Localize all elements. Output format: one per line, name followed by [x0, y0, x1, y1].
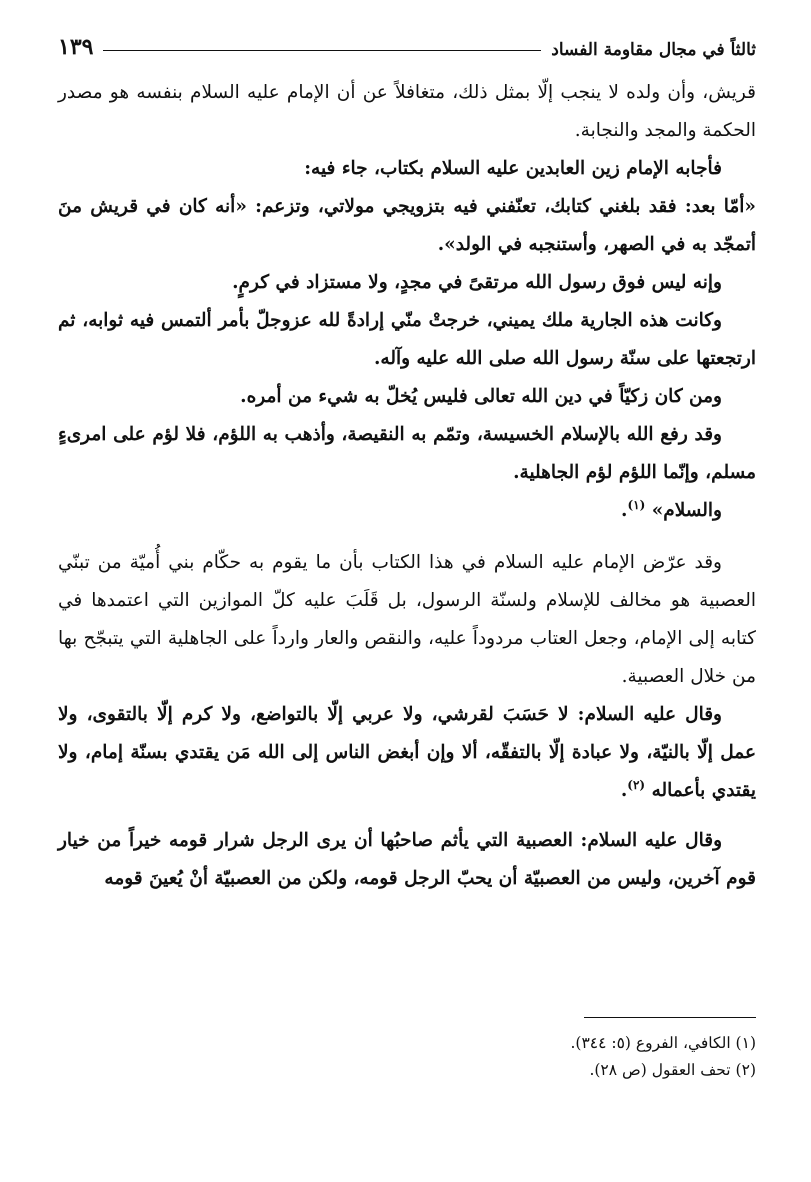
- footnote: (٢) تحف العقول (ص ٢٨).: [589, 1061, 756, 1079]
- letter-quote: ومن كان زكيّاً في دين الله تعالى فليس يُخلّ به شيء من أمره.: [240, 386, 722, 407]
- hadith-text: وقال عليه السلام: لا حَسَبَ لقرشي، ولا عربي إلّا بالتواضع، ولا كرم إلّا بالتقوى، ولا عمل إلّا بالنيّة، ولا عبادة إلّا بالتفقّه، ألا وإن أبغض الناس إلى الله مَن يقتدي بسنّة إمام، ولا يقتدي بأعماله: [58, 704, 756, 801]
- paragraph: وقد عرّض الإمام عليه السلام في هذا الكتاب بأن ما يقوم به حكّام بني أُميّة من تبنّي العصبية هو مخالف للإسلام ولسنّة الرسول، بل قَلَبَ عليه كلّ الموازين التي اعتمدها في كتابه إلى الإمام، وجعل العتاب مردوداً عليه، والنقص والعار وارداً على الجاهلية التي يتبجّح بها من خلال العصبية.: [58, 552, 756, 687]
- letter-quote: وإنه ليس فوق رسول الله مرتقىً في مجدٍ، ولا مستزاد في كرمٍ.: [232, 272, 722, 293]
- footnote-mark: (٢): [627, 777, 646, 792]
- page-number: ١٣٩: [58, 34, 94, 60]
- running-title: ثالثاً في مجال مقاومة الفساد: [551, 40, 756, 60]
- letter-quote: «أمّا بعد: فقد بلغني كتابك، تعنّفني فيه بتزويجي مولاتي، وتزعم: «أنه كان في قريش منَ أتمجّد به في الصهر، وأستنجبه في الولد».: [58, 196, 756, 255]
- body-text: [58, 74, 756, 898]
- paragraph: قريش، وأن ولده لا ينجب إلّا بمثل ذلك، متغافلاً عن أن الإمام عليه السلام بنفسه هو مصدر الحكمة والمجد والنجابة.: [58, 82, 756, 141]
- header-rule: [103, 50, 541, 51]
- letter-quote: وقد رفع الله بالإسلام الخسيسة، وتمّم به النقيصة، وأذهب به اللؤم، فلا لؤم على امرىءٍ مسلم، وإنّما اللؤم لؤم الجاهلية.: [58, 424, 756, 483]
- footnote-mark: (١): [627, 497, 646, 512]
- page-header: [58, 26, 756, 60]
- paragraph: فأجابه الإمام زين العابدين عليه السلام بكتاب، جاء فيه:: [304, 158, 722, 179]
- hadith-paragraph: وقال عليه السلام: العصبية التي يأثم صاحبُها أن يرى الرجل شرار قومه خيراً من خيار قوم آخرين، وليس من العصبيّة أن يحبّ الرجل قومه، ولكن من العصبيّة أنْ يُعينَ قومه: [58, 830, 756, 889]
- hadith-paragraph: وقال عليه السلام: لا حَسَبَ لقرشي، ولا عربي إلّا بالتواضع، ولا كرم إلّا بالتقوى، ولا عمل إلّا بالنيّة، ولا عبادة إلّا بالتفقّه، ألا وإن أبغض الناس إلى الله مَن يقتدي بسنّة إمام، ولا يقتدي بأعماله $^{(٢)}$.: [58, 704, 756, 801]
- footnote: (١) الكافي، الفروع (٥: ٣٤٤).: [570, 1034, 756, 1052]
- footnotes: [58, 1030, 756, 1084]
- letter-closing: والسلام» $^{(١)}$.: [620, 497, 722, 521]
- letter-quote: وكانت هذه الجارية ملك يميني، خرجتْ منّي إرادةً لله عزوجلّ بأمر ألتمس فيه ثوابه، ثم ارتجعتها على سنّة رسول الله صلى الله عليه وآله.: [58, 310, 756, 369]
- closing-text: والسلام»: [651, 500, 722, 521]
- footnote-divider: [584, 1017, 756, 1018]
